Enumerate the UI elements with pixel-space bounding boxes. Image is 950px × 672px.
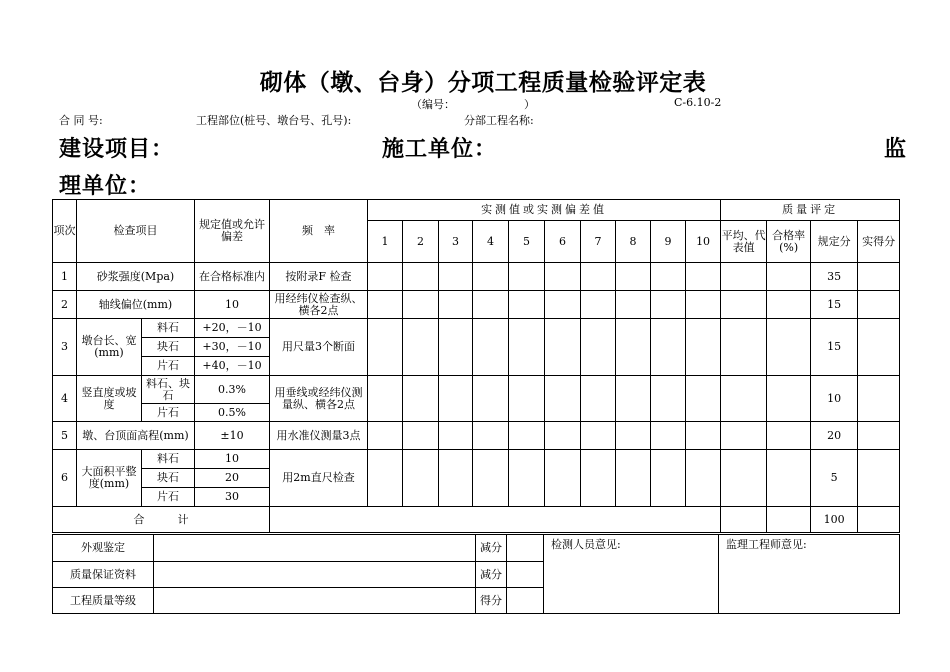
measure-cell[interactable]: [651, 291, 686, 319]
earned-value[interactable]: [507, 588, 544, 614]
measure-cell[interactable]: [439, 319, 473, 376]
row-frequency: 按附录F 检查: [270, 263, 368, 291]
table-row: [53, 376, 900, 404]
deduct-label-2: 减分: [476, 562, 507, 588]
point-col-8: 8: [616, 221, 651, 263]
page-title: 砌体（墩、台身）分项工程质量检验评定表: [259, 70, 707, 96]
code-label: （编号：: [411, 98, 455, 111]
measure-cell[interactable]: [581, 263, 616, 291]
avg-cell[interactable]: [721, 376, 767, 422]
measure-cell[interactable]: [509, 263, 545, 291]
point-col-5: 5: [509, 221, 545, 263]
row-item: 大面积平整度(mm): [77, 450, 142, 507]
table-row: [53, 450, 900, 469]
supervisor-label-b: 理单位：: [59, 174, 152, 199]
point-col-2: 2: [403, 221, 439, 263]
sub-item: 片石: [142, 357, 195, 376]
location-label: 工程部位(桩号、墩台号、孔号):: [196, 114, 352, 127]
measure-cell[interactable]: [368, 263, 403, 291]
measure-cell[interactable]: [581, 422, 616, 450]
header-measured: 实测值或实测偏差值: [368, 200, 721, 221]
inspection-table: [52, 199, 900, 533]
avg-cell[interactable]: [721, 263, 767, 291]
sub-tolerance: +20，－10: [195, 319, 270, 338]
pass-rate-cell[interactable]: [767, 376, 811, 422]
row-frequency: 用垂线或经纬仪测量纵、横各2点: [270, 376, 368, 422]
total-blank: [270, 507, 721, 533]
total-avg-cell[interactable]: [721, 507, 767, 533]
point-col-6: 6: [545, 221, 581, 263]
sub-tolerance: 0.3%: [195, 376, 270, 404]
avg-cell[interactable]: [721, 319, 767, 376]
row-item: 墩台长、宽(mm): [77, 319, 142, 376]
header-item: 检查项目: [77, 200, 195, 263]
division-label: 分部工程名称:: [464, 114, 534, 127]
total-score: 100: [811, 507, 858, 533]
grade-label: 工程质量等级: [53, 588, 154, 614]
row-no: 2: [53, 291, 77, 319]
header-actual: 实得分: [858, 221, 900, 263]
row-no: 3: [53, 319, 77, 376]
form-code: C-6.10-2: [674, 96, 722, 109]
code-close: ）: [524, 98, 535, 111]
measure-cell[interactable]: [686, 376, 721, 422]
sub-tolerance: 0.5%: [195, 404, 270, 422]
measure-cell[interactable]: [473, 376, 509, 422]
total-actual-cell[interactable]: [858, 507, 900, 533]
actual-score-cell[interactable]: [858, 450, 900, 507]
measure-cell[interactable]: [545, 422, 581, 450]
row-item: 竖直度或坡度: [77, 376, 142, 422]
measure-cell[interactable]: [686, 450, 721, 507]
measure-cell[interactable]: [509, 376, 545, 422]
header-frequency: 频 率: [270, 200, 368, 263]
header-no: 项次: [53, 200, 77, 263]
appearance-value[interactable]: [154, 535, 476, 562]
measure-cell[interactable]: [473, 291, 509, 319]
contract-no-label: 合 同 号:: [59, 114, 103, 127]
pass-rate-cell[interactable]: [767, 319, 811, 376]
measure-cell[interactable]: [473, 450, 509, 507]
deduct-label-1: 减分: [476, 535, 507, 562]
measure-cell[interactable]: [509, 422, 545, 450]
measure-cell[interactable]: [473, 319, 509, 376]
measure-cell[interactable]: [581, 450, 616, 507]
row-score: 5: [811, 450, 858, 507]
measure-cell[interactable]: [403, 450, 439, 507]
table-row: [53, 291, 900, 319]
pass-rate-cell[interactable]: [767, 291, 811, 319]
table-row: [53, 319, 900, 338]
measure-cell[interactable]: [439, 450, 473, 507]
pass-rate-cell[interactable]: [767, 263, 811, 291]
measure-cell[interactable]: [686, 422, 721, 450]
measure-cell[interactable]: [403, 319, 439, 376]
measure-cell[interactable]: [509, 319, 545, 376]
supervisor-label-a: 监: [884, 137, 908, 162]
measure-cell[interactable]: [616, 319, 651, 376]
project-label: 建设项目：: [59, 137, 175, 162]
measure-cell[interactable]: [368, 450, 403, 507]
measure-cell[interactable]: [686, 319, 721, 376]
sub-tolerance: +30，－10: [195, 338, 270, 357]
sub-item: 片石: [142, 404, 195, 422]
row-score: 10: [811, 376, 858, 422]
measure-cell[interactable]: [545, 319, 581, 376]
measure-cell[interactable]: [473, 422, 509, 450]
row-tolerance: 在合格标准内: [195, 263, 270, 291]
row-frequency: 用经纬仪检查纵、横各2点: [270, 291, 368, 319]
row-no: 5: [53, 422, 77, 450]
total-pass-rate-cell[interactable]: [767, 507, 811, 533]
measure-cell[interactable]: [439, 376, 473, 422]
actual-score-cell[interactable]: [858, 422, 900, 450]
table-row: [53, 422, 900, 450]
row-tolerance: 10: [195, 291, 270, 319]
row-item: 砂浆强度(Mpa): [77, 263, 195, 291]
measure-cell[interactable]: [439, 422, 473, 450]
quality-docs-label: 质量保证资料: [53, 562, 154, 588]
header-quality: 质量评定: [721, 200, 900, 221]
header-pass-rate: 合格率(%): [767, 221, 811, 263]
measure-cell[interactable]: [439, 291, 473, 319]
measure-cell[interactable]: [581, 291, 616, 319]
measure-cell[interactable]: [403, 422, 439, 450]
row-item: 墩、台顶面高程(mm): [77, 422, 195, 450]
row-frequency: 用水准仪测量3点: [270, 422, 368, 450]
row-no: 6: [53, 450, 77, 507]
header-tolerance: 规定值或允许偏差: [195, 200, 270, 263]
sub-item: 块石: [142, 338, 195, 357]
measure-cell[interactable]: [403, 376, 439, 422]
row-score: 35: [811, 263, 858, 291]
point-col-1: 1: [368, 221, 403, 263]
actual-score-cell[interactable]: [858, 376, 900, 422]
measure-cell[interactable]: [651, 376, 686, 422]
row-tolerance: ±10: [195, 422, 270, 450]
actual-score-cell[interactable]: [858, 263, 900, 291]
point-col-7: 7: [581, 221, 616, 263]
footer-table: [52, 534, 900, 614]
measure-cell[interactable]: [616, 376, 651, 422]
measure-cell[interactable]: [616, 450, 651, 507]
avg-cell[interactable]: [721, 291, 767, 319]
header-score: 规定分: [811, 221, 858, 263]
measure-cell[interactable]: [616, 291, 651, 319]
measure-cell[interactable]: [368, 376, 403, 422]
sub-tolerance: +40，－10: [195, 357, 270, 376]
point-col-10: 10: [686, 221, 721, 263]
deduct-value-1[interactable]: [507, 535, 544, 562]
measure-cell[interactable]: [403, 263, 439, 291]
measure-cell[interactable]: [368, 319, 403, 376]
avg-cell[interactable]: [721, 422, 767, 450]
row-score: 15: [811, 291, 858, 319]
header-avg: 平均、代表值: [721, 221, 767, 263]
actual-score-cell[interactable]: [858, 319, 900, 376]
sub-item: 片石: [142, 488, 195, 507]
measure-cell[interactable]: [686, 291, 721, 319]
measure-cell[interactable]: [651, 422, 686, 450]
quality-docs-value[interactable]: [154, 562, 476, 588]
measure-cell[interactable]: [368, 291, 403, 319]
sub-item: 料石: [142, 450, 195, 469]
point-col-3: 3: [439, 221, 473, 263]
row-no: 4: [53, 376, 77, 422]
point-col-9: 9: [651, 221, 686, 263]
sub-tolerance: 30: [195, 488, 270, 507]
total-row: [53, 507, 900, 533]
total-label: 合 计: [53, 507, 270, 533]
measure-cell[interactable]: [509, 450, 545, 507]
measure-cell[interactable]: [686, 263, 721, 291]
earned-label: 得分: [476, 588, 507, 614]
point-col-4: 4: [473, 221, 509, 263]
measure-cell[interactable]: [616, 422, 651, 450]
measure-cell[interactable]: [581, 319, 616, 376]
appearance-label: 外观鉴定: [53, 535, 154, 562]
measure-cell[interactable]: [545, 263, 581, 291]
row-score: 15: [811, 319, 858, 376]
sub-tolerance: 10: [195, 450, 270, 469]
avg-cell[interactable]: [721, 450, 767, 507]
inspector-opinion[interactable]: 检测人员意见:: [544, 535, 719, 614]
sub-item: 块石: [142, 469, 195, 488]
engineer-opinion[interactable]: 监理工程师意见:: [719, 535, 900, 614]
row-score: 20: [811, 422, 858, 450]
sub-tolerance: 20: [195, 469, 270, 488]
sub-item: 料石: [142, 319, 195, 338]
contractor-label: 施工单位：: [382, 137, 498, 162]
measure-cell[interactable]: [545, 450, 581, 507]
measure-cell[interactable]: [545, 376, 581, 422]
measure-cell[interactable]: [651, 263, 686, 291]
measure-cell[interactable]: [651, 319, 686, 376]
pass-rate-cell[interactable]: [767, 450, 811, 507]
pass-rate-cell[interactable]: [767, 422, 811, 450]
measure-cell[interactable]: [651, 450, 686, 507]
measure-cell[interactable]: [545, 291, 581, 319]
measure-cell[interactable]: [403, 291, 439, 319]
measure-cell[interactable]: [616, 263, 651, 291]
row-frequency: 用尺量3个断面: [270, 319, 368, 376]
deduct-value-2[interactable]: [507, 562, 544, 588]
table-row: [53, 263, 900, 291]
measure-cell[interactable]: [439, 263, 473, 291]
measure-cell[interactable]: [368, 422, 403, 450]
measure-cell[interactable]: [581, 376, 616, 422]
measure-cell[interactable]: [509, 291, 545, 319]
row-frequency: 用2m直尺检查: [270, 450, 368, 507]
measure-cell[interactable]: [473, 263, 509, 291]
actual-score-cell[interactable]: [858, 291, 900, 319]
row-no: 1: [53, 263, 77, 291]
grade-value[interactable]: [154, 588, 476, 614]
row-item: 轴线偏位(mm): [77, 291, 195, 319]
sub-item: 料石、块石: [142, 376, 195, 404]
